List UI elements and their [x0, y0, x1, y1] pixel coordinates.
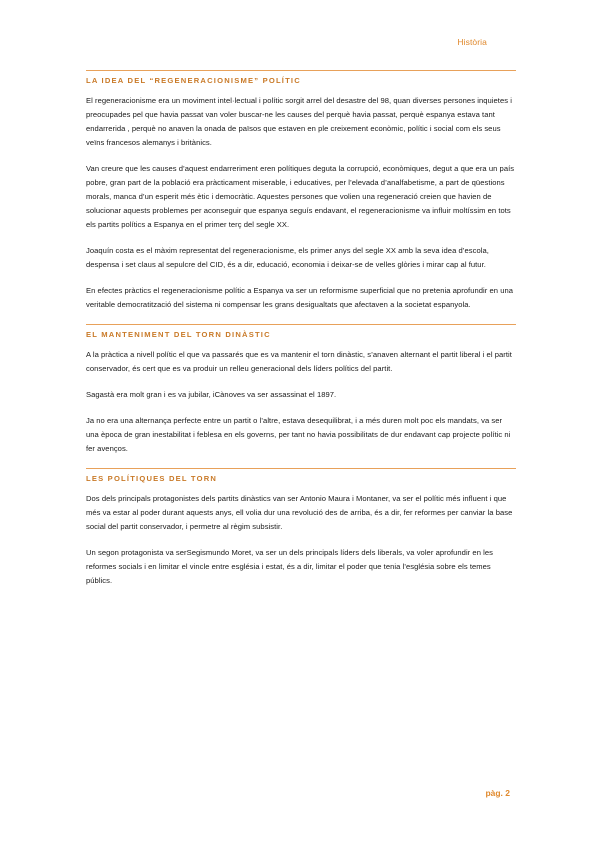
paragraph: Un segon protagonista va serSegismundo Moret, va ser un dels principals líders dels liberals, va voler aprofundir en les reformes socials i en limitar el vincle entre església i estat, és a dir, limitar el poder que tenia l’església sobre els temes públics.: [86, 548, 493, 585]
paragraph: En efectes pràctics el regeneracionisme polític a Espanya va ser un reformisme superficial que no pretenia aprofundir en una veritable democratització del sistema ni compensar les grans desigualtats que afectaven a la societat espanyola.: [86, 286, 514, 309]
paragraph: Van creure que les causes d’aquest endarreriment eren polítiques deguta la corrupció, econòmiques, degut a que era un país pobre, gran part de la població era pràcticament miserable, i educatives, per l’elevada d’analfabetisme, a part de qüestions morals, manca d’un esperit més ètic i democràtic. Aquestes persones que volien una regeneració creien que havien de solucionar aquests problemes per aconseguir que espanya seguís endavant, el regeneracionisme va influir moltíssim en tots els partits polítics a Espanya en el primer terç del segle XX.: [86, 164, 515, 229]
document-body: [86, 70, 516, 600]
header-section-label: Història: [457, 37, 487, 47]
section-politiques-torn: [86, 468, 516, 588]
paragraph: Sagastà era molt gran i es va jubilar, iCànoves va ser assassinat el 1897.: [86, 390, 337, 399]
section-torn-dinastic: [86, 324, 516, 456]
section-title: LES POLÍTIQUES DEL TORN: [86, 468, 516, 486]
paragraph: El regeneracionisme era un moviment intel·lectual i polític sorgit arrel del desastre del 98, quan diverses persones inquietes i preocupades pel que havia passat van voler buscar-ne les causes del perquè havia passat, perquè espanya estava tant endarrerida , perquè no anaven la onada de països que estaven en ple creixement econòmic, polític i social com els seus veïns francesos alemanys i britànics.: [86, 96, 512, 147]
paragraph: Ja no era una alternança perfecte entre un partit o l’altre, estava desequilibrat, i a més duren molt poc els mandats, va ser una època de gran inestabilitat i feblesa en els governs, per tant no havia possibilitats de dur endavant cap projecte polític ni fer avenços.: [86, 416, 511, 453]
section-title: LA IDEA DEL “REGENERACIONISME” POLÍTIC: [86, 70, 516, 88]
paragraph: Dos dels principals protagonistes dels partits dinàstics van ser Antonio Maura i Montaner, va ser el polític més influent i que més va estar al poder durant aquests anys, ell volia dur una revolució des de arriba, és a dir, fer reformes per canviar la base social del partit conservador, i permetre al règim subsistir.: [86, 494, 513, 531]
paragraph: Joaquín costa es el màxim representat del regeneracionisme, els primer anys del segle XX amb la seva idea d’escola, despensa i set claus al sepulcre del CID, és a dir, educació, economia i deixar-se de velles glòries i mirar cap al futur.: [86, 246, 489, 269]
section-title: EL MANTENIMENT DEL TORN DINÀSTIC: [86, 324, 516, 342]
paragraph: A la pràctica a nivell polític el que va passarés que es va mantenir el torn dinàstic, s’anaven alternant el partit liberal i el partit conservador, és cert que es va produir un relleu generacional dels líders polítics del partit.: [86, 350, 512, 373]
section-regeneracionisme: [86, 70, 516, 312]
page-number: pàg. 2: [485, 788, 510, 798]
